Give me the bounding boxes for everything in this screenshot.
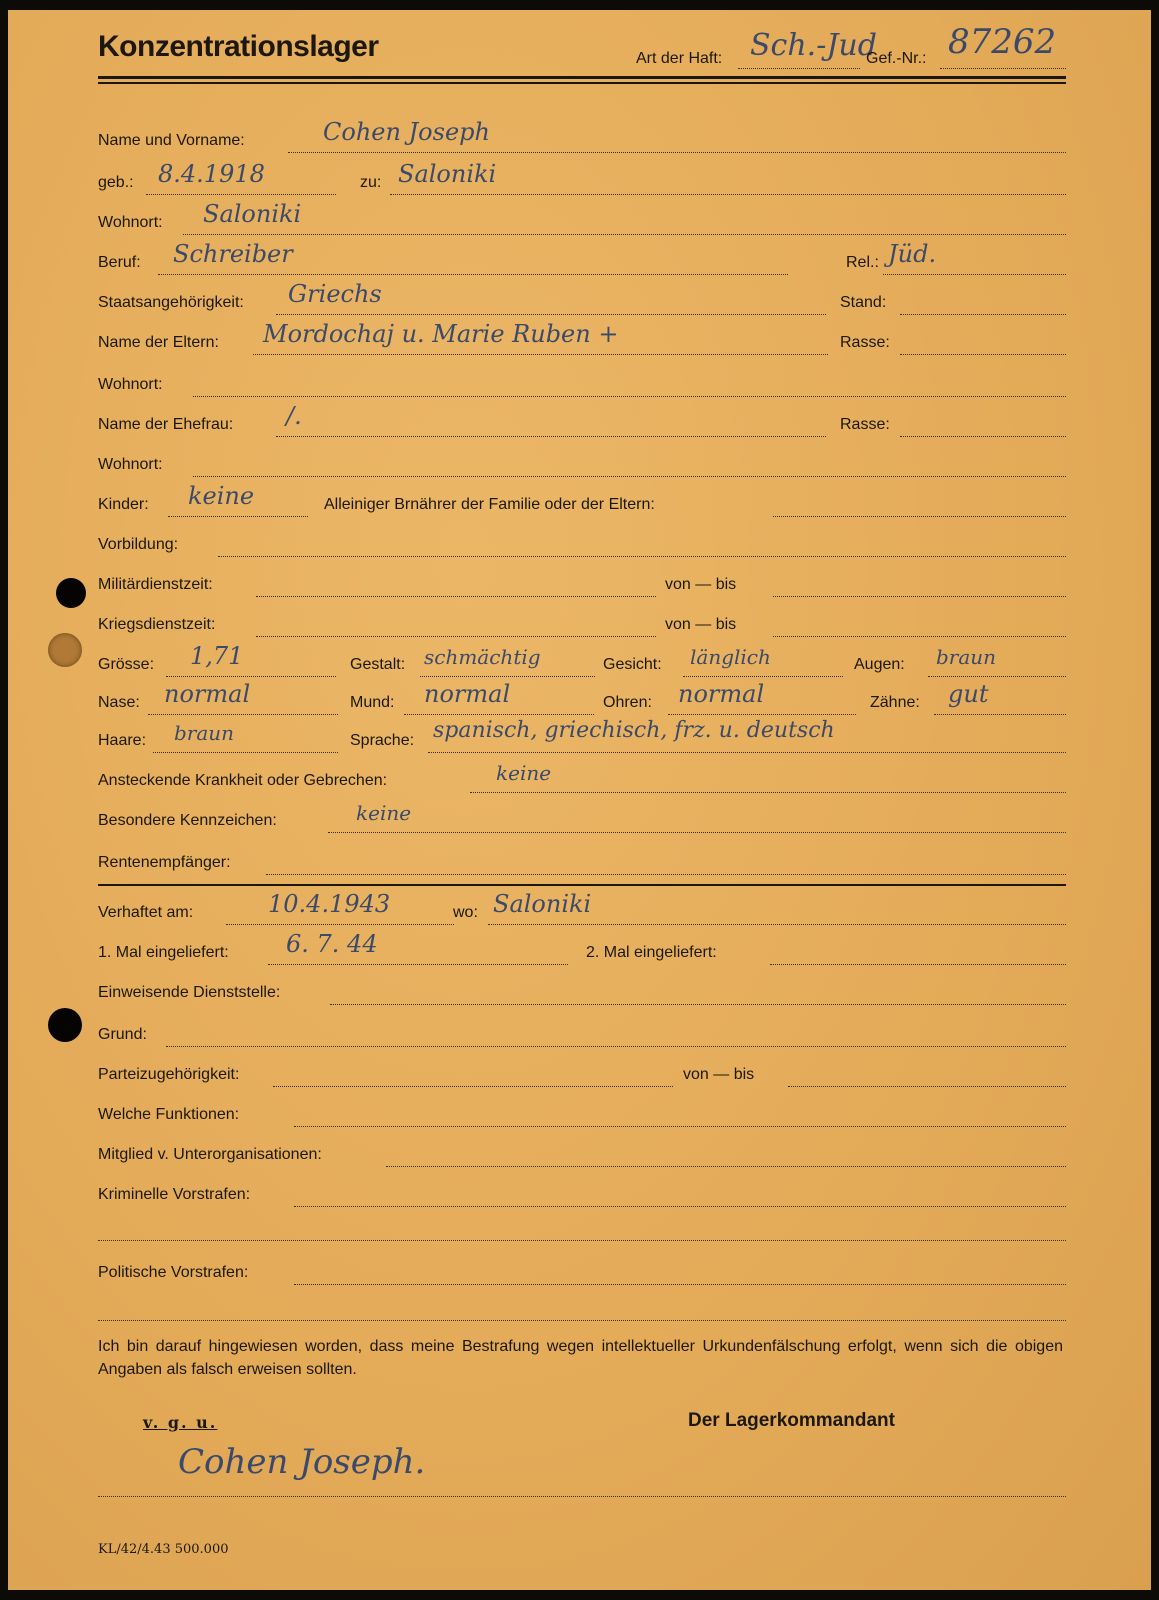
politisch-line xyxy=(294,1284,1066,1285)
dienststelle-label: Einweisende Dienststelle: xyxy=(98,984,281,1001)
mal-1-line xyxy=(268,964,568,965)
field-dienststelle xyxy=(98,970,1066,1010)
name-value: Cohen Joseph xyxy=(323,118,490,146)
grund-line xyxy=(166,1046,1066,1047)
field-militaer xyxy=(98,562,1066,602)
ernaehrer-label: Alleiniger Brnährer der Familie oder der Eltern: xyxy=(324,496,655,513)
field-rente xyxy=(98,840,1066,880)
geb-value: 8.4.1918 xyxy=(158,160,265,188)
militaer-line xyxy=(256,596,656,597)
wohnort-3-line xyxy=(193,476,1066,477)
name-line xyxy=(288,152,1066,153)
militaer-line-2 xyxy=(773,596,1066,597)
prisoner-signature: Cohen Joseph. xyxy=(178,1442,426,1482)
field-staat xyxy=(98,280,1066,320)
name-label: Name und Vorname: xyxy=(98,132,245,149)
mal-2-line xyxy=(770,964,1066,965)
zu-value: Saloniki xyxy=(398,160,497,188)
staat-line xyxy=(276,314,826,315)
beruf-label: Beruf: xyxy=(98,254,141,271)
field-wohnort-1 xyxy=(98,200,1066,240)
krieg-vonbis: von — bis xyxy=(665,616,737,633)
kennzeichen-label: Besondere Kennzeichen: xyxy=(98,812,277,829)
nase-line xyxy=(148,714,338,715)
gesicht-value: länglich xyxy=(690,645,771,669)
nase-value: normal xyxy=(164,680,251,708)
mitglied-label: Mitglied v. Unterorganisationen: xyxy=(98,1146,322,1163)
partei-line-2 xyxy=(788,1086,1066,1087)
kinder-value: keine xyxy=(188,482,255,510)
field-koerper xyxy=(98,642,1066,682)
geb-line xyxy=(146,194,336,195)
zaehne-line xyxy=(934,714,1066,715)
field-grund xyxy=(98,1012,1066,1052)
field-politisch xyxy=(98,1250,1066,1290)
mund-label: Mund: xyxy=(350,694,395,711)
punch-hole-icon xyxy=(48,1008,82,1042)
field-eingeliefert xyxy=(98,930,1066,970)
augen-label: Augen: xyxy=(854,656,905,673)
kriminell-label: Kriminelle Vorstrafen: xyxy=(98,1186,251,1203)
krieg-label: Kriegsdienstzeit: xyxy=(98,616,216,633)
haare-line xyxy=(153,752,338,753)
field-kinder xyxy=(98,482,1066,522)
wo-label: wo: xyxy=(453,904,478,921)
dienststelle-line xyxy=(330,1004,1066,1005)
augen-value: braun xyxy=(936,645,997,669)
header-rule-top xyxy=(98,76,1066,79)
rasse-1-line xyxy=(900,354,1066,355)
krieg-line xyxy=(256,636,656,637)
sprache-label: Sprache: xyxy=(350,732,415,749)
stand-label: Stand: xyxy=(840,294,887,311)
commandant-label: Der Lagerkommandant xyxy=(688,1410,895,1431)
gef-nr-label: Gef.-Nr.: xyxy=(866,50,927,67)
staat-value: Griechs xyxy=(288,280,382,308)
zu-line xyxy=(390,194,1066,195)
groesse-line xyxy=(166,676,336,677)
rente-label: Rentenempfänger: xyxy=(98,854,231,871)
wohnort-1-value: Saloniki xyxy=(203,200,302,228)
partei-vonbis: von — bis xyxy=(683,1066,755,1083)
gestalt-label: Gestalt: xyxy=(350,656,406,673)
mal-1-label: 1. Mal eingeliefert: xyxy=(98,944,229,961)
ohren-value: normal xyxy=(678,680,765,708)
declaration-notice: Ich bin darauf hingewiesen worden, dass meine Bestrafung wegen intellektueller Urkundenfälschung erfolgt, wenn sich die obigen Angaben als falsch erweisen sollten. xyxy=(98,1338,1063,1378)
field-vorbildung xyxy=(98,522,1066,562)
mal-1-value: 6. 7. 44 xyxy=(286,930,378,958)
rasse-2-line xyxy=(900,436,1066,437)
signature-line xyxy=(98,1496,1066,1497)
kinder-label: Kinder: xyxy=(98,496,149,513)
gestalt-value: schmächtig xyxy=(424,645,541,669)
field-funktionen xyxy=(98,1092,1066,1132)
wo-line xyxy=(488,924,1066,925)
header-rule-bottom xyxy=(98,82,1066,84)
krieg-line-2 xyxy=(773,636,1066,637)
gestalt-line xyxy=(420,676,595,677)
ernaehrer-line xyxy=(773,516,1066,517)
groesse-label: Grösse: xyxy=(98,656,155,673)
politisch-line-2 xyxy=(98,1320,1066,1321)
field-krankheit xyxy=(98,758,1066,798)
eltern-value: Mordochaj u. Marie Ruben + xyxy=(263,320,619,348)
haare-value: braun xyxy=(174,721,235,745)
field-krieg xyxy=(98,602,1066,642)
krankheit-line xyxy=(470,792,1066,793)
field-eltern xyxy=(98,320,1066,360)
field-kennzeichen xyxy=(98,798,1066,838)
augen-line xyxy=(928,676,1066,677)
gef-nr-value: 87262 xyxy=(948,22,1057,62)
grund-label: Grund: xyxy=(98,1026,147,1043)
beruf-line xyxy=(158,274,788,275)
kennzeichen-line xyxy=(328,832,1066,833)
zaehne-label: Zähne: xyxy=(870,694,920,711)
militaer-vonbis: von — bis xyxy=(665,576,737,593)
gef-nr-line xyxy=(940,68,1066,69)
art-der-haft-value: Sch.-Jud xyxy=(750,28,877,63)
field-name xyxy=(98,118,1066,158)
wohnort-3-label: Wohnort: xyxy=(98,456,163,473)
wohnort-2-label: Wohnort: xyxy=(98,376,163,393)
rel-label: Rel.: xyxy=(846,254,879,271)
verhaftet-label: Verhaftet am: xyxy=(98,904,194,921)
kriminell-line xyxy=(294,1206,1066,1207)
field-verhaftet xyxy=(98,890,1066,930)
partei-line xyxy=(273,1086,673,1087)
verhaftet-line xyxy=(226,924,454,925)
punch-hole-reinforcement-icon xyxy=(48,633,82,667)
zu-label: zu: xyxy=(360,174,382,191)
gesicht-line xyxy=(683,676,843,677)
staat-label: Staatsangehörigkeit: xyxy=(98,294,244,311)
field-wohnort-2 xyxy=(98,362,1066,402)
haare-label: Haare: xyxy=(98,732,147,749)
partei-label: Parteizugehörigkeit: xyxy=(98,1066,240,1083)
wohnort-2-line xyxy=(193,396,1066,397)
rente-line xyxy=(266,874,1066,875)
geb-label: geb.: xyxy=(98,174,134,191)
mal-2-label: 2. Mal eingeliefert: xyxy=(586,944,717,961)
field-kriminell xyxy=(98,1172,1066,1212)
funktionen-label: Welche Funktionen: xyxy=(98,1106,240,1123)
vgu-mark: v. g. u. xyxy=(143,1413,218,1432)
sprache-line xyxy=(428,752,1066,753)
field-ehefrau xyxy=(98,402,1066,442)
field-wohnort-3 xyxy=(98,442,1066,482)
art-der-haft-label: Art der Haft: xyxy=(636,50,723,67)
field-birth xyxy=(98,160,1066,200)
nase-label: Nase: xyxy=(98,694,140,711)
groesse-value: 1,71 xyxy=(190,642,244,670)
eltern-line xyxy=(253,354,828,355)
section-rule xyxy=(98,884,1066,886)
rasse-2-label: Rasse: xyxy=(840,416,890,433)
print-code: KL/42/4.43 500.000 xyxy=(98,1542,229,1557)
kennzeichen-value: keine xyxy=(356,801,412,825)
vorbildung-line xyxy=(218,556,1066,557)
rasse-1-label: Rasse: xyxy=(840,334,890,351)
field-beruf xyxy=(98,240,1066,280)
ohren-label: Ohren: xyxy=(603,694,652,711)
eltern-label: Name der Eltern: xyxy=(98,334,219,351)
field-partei xyxy=(98,1052,1066,1092)
punch-hole-icon xyxy=(56,578,86,608)
form-title: Konzentrationslager xyxy=(98,30,379,63)
gesicht-label: Gesicht: xyxy=(603,656,662,673)
verhaftet-value: 10.4.1943 xyxy=(268,890,391,918)
rel-value: Jüd. xyxy=(888,240,937,268)
field-gesichtszuege xyxy=(98,680,1066,720)
wo-value: Saloniki xyxy=(493,890,592,918)
mitglied-line xyxy=(386,1166,1066,1167)
ehefrau-label: Name der Ehefrau: xyxy=(98,416,234,433)
ehefrau-line xyxy=(276,436,826,437)
krankheit-label: Ansteckende Krankheit oder Gebrechen: xyxy=(98,772,388,789)
zaehne-value: gut xyxy=(948,680,989,708)
ohren-line xyxy=(668,714,856,715)
vorbildung-label: Vorbildung: xyxy=(98,536,179,553)
ehefrau-value: /. xyxy=(286,402,302,430)
field-mitglied xyxy=(98,1132,1066,1172)
sprache-value: spanisch, griechisch, frz. u. deutsch xyxy=(433,718,835,743)
stand-line xyxy=(900,314,1066,315)
funktionen-line xyxy=(294,1126,1066,1127)
art-der-haft-line xyxy=(738,68,860,69)
kinder-line xyxy=(168,516,308,517)
beruf-value: Schreiber xyxy=(173,240,293,268)
mund-line xyxy=(404,714,594,715)
rel-line xyxy=(883,274,1066,275)
wohnort-1-label: Wohnort: xyxy=(98,214,163,231)
field-haare xyxy=(98,718,1066,758)
record-card xyxy=(8,10,1151,1590)
mund-value: normal xyxy=(424,680,511,708)
militaer-label: Militärdienstzeit: xyxy=(98,576,213,593)
krankheit-value: keine xyxy=(496,761,552,785)
kriminell-line-2 xyxy=(98,1240,1066,1241)
wohnort-1-line xyxy=(183,234,1066,235)
politisch-label: Politische Vorstrafen: xyxy=(98,1264,249,1281)
